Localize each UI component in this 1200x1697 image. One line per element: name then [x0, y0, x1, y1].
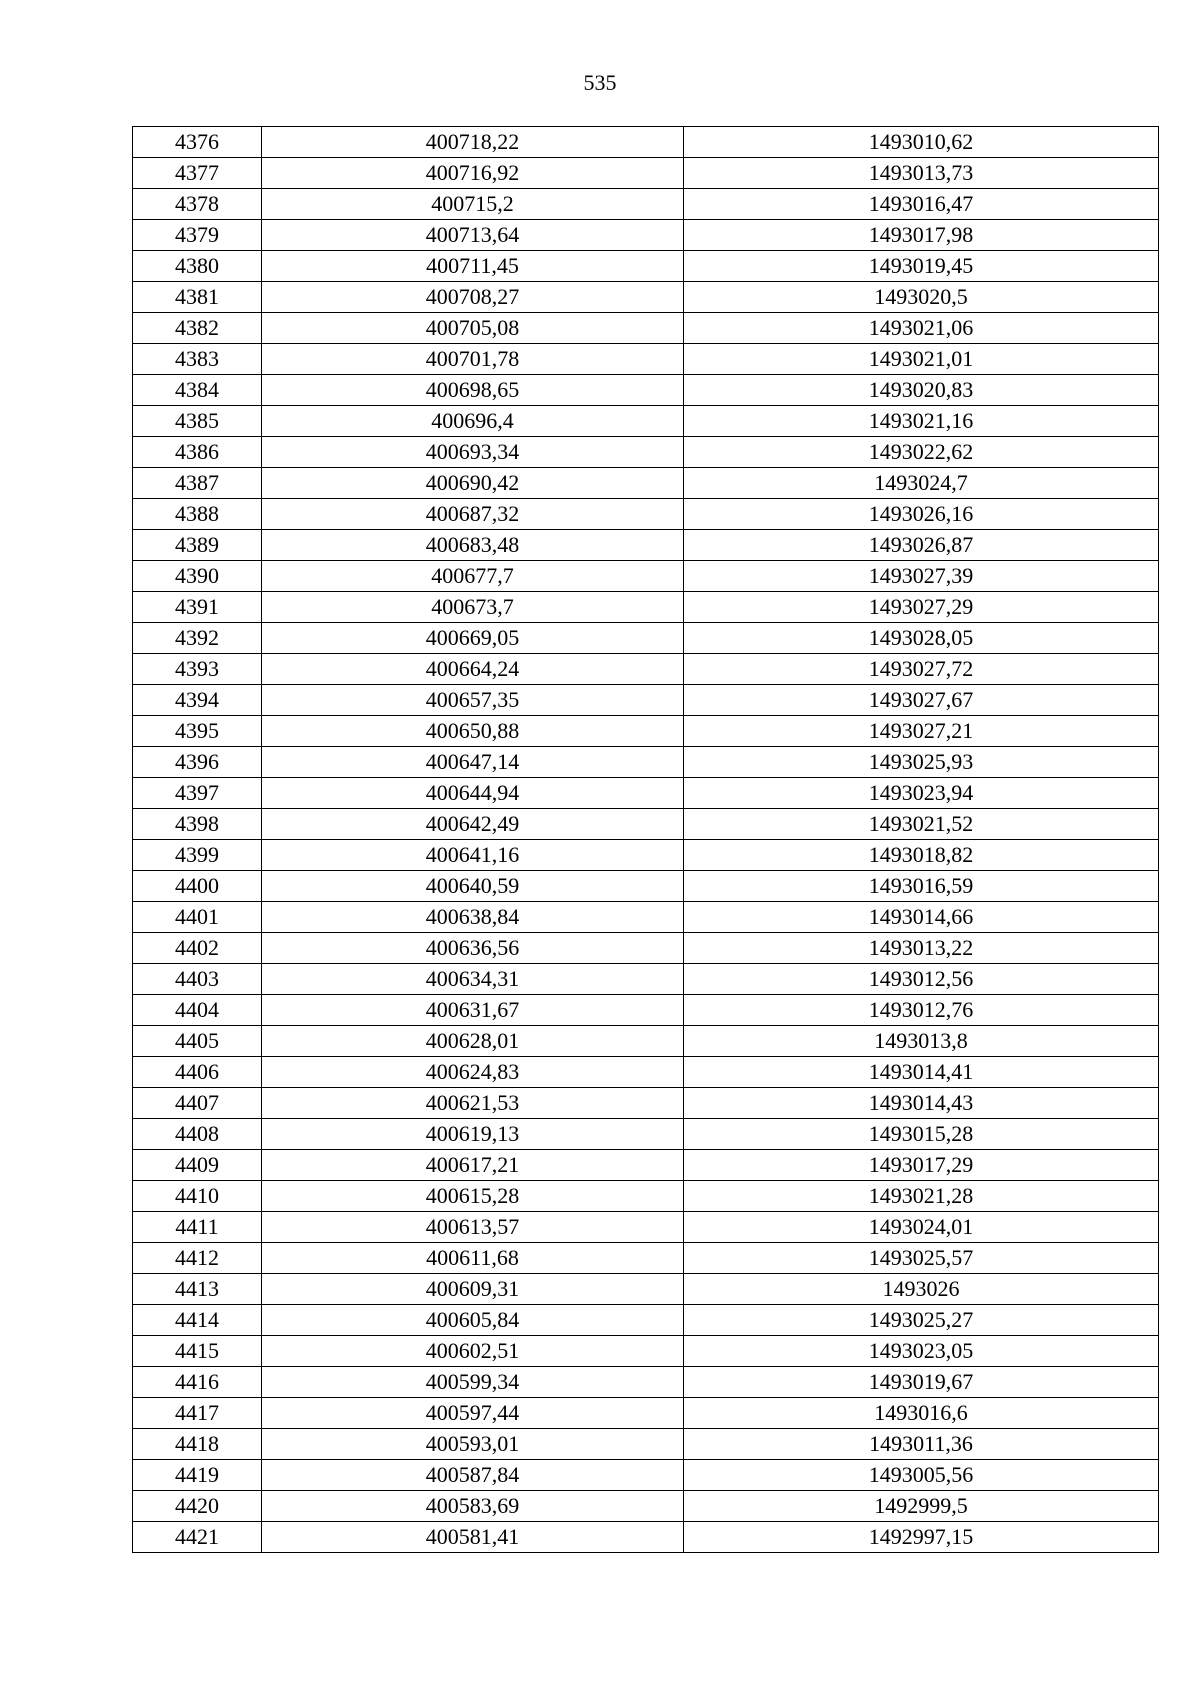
y-coordinate-cell: 1493027,72 [684, 654, 1159, 685]
x-coordinate-cell: 400631,67 [262, 995, 684, 1026]
y-coordinate-cell: 1493023,05 [684, 1336, 1159, 1367]
point-number-cell: 4398 [133, 809, 262, 840]
y-coordinate-cell: 1493026,87 [684, 530, 1159, 561]
table-row [133, 127, 1159, 158]
x-coordinate-cell: 400701,78 [262, 344, 684, 375]
table-row [133, 220, 1159, 251]
x-coordinate-cell: 400705,08 [262, 313, 684, 344]
y-coordinate-cell: 1493017,29 [684, 1150, 1159, 1181]
x-coordinate-cell: 400708,27 [262, 282, 684, 313]
x-coordinate-cell: 400644,94 [262, 778, 684, 809]
y-coordinate-cell: 1493010,62 [684, 127, 1159, 158]
point-number-cell: 4385 [133, 406, 262, 437]
y-coordinate-cell: 1493027,29 [684, 592, 1159, 623]
x-coordinate-cell: 400693,34 [262, 437, 684, 468]
point-number-cell: 4417 [133, 1398, 262, 1429]
table-row [133, 313, 1159, 344]
x-coordinate-cell: 400613,57 [262, 1212, 684, 1243]
table-row [133, 778, 1159, 809]
point-number-cell: 4404 [133, 995, 262, 1026]
table-row [133, 1460, 1159, 1491]
point-number-cell: 4380 [133, 251, 262, 282]
x-coordinate-cell: 400597,44 [262, 1398, 684, 1429]
point-number-cell: 4387 [133, 468, 262, 499]
y-coordinate-cell: 1493005,56 [684, 1460, 1159, 1491]
point-number-cell: 4421 [133, 1522, 262, 1553]
point-number-cell: 4389 [133, 530, 262, 561]
point-number-cell: 4384 [133, 375, 262, 406]
table-row [133, 468, 1159, 499]
y-coordinate-cell: 1493027,21 [684, 716, 1159, 747]
y-coordinate-cell: 1493014,43 [684, 1088, 1159, 1119]
y-coordinate-cell: 1493013,22 [684, 933, 1159, 964]
table-row [133, 1243, 1159, 1274]
point-number-cell: 4410 [133, 1181, 262, 1212]
table-row [133, 1274, 1159, 1305]
x-coordinate-cell: 400593,01 [262, 1429, 684, 1460]
point-number-cell: 4376 [133, 127, 262, 158]
x-coordinate-cell: 400636,56 [262, 933, 684, 964]
table-row [133, 747, 1159, 778]
y-coordinate-cell: 1493016,6 [684, 1398, 1159, 1429]
page-number: 535 [583, 70, 617, 95]
x-coordinate-cell: 400642,49 [262, 809, 684, 840]
table-row [133, 1491, 1159, 1522]
table-row [133, 530, 1159, 561]
x-coordinate-cell: 400628,01 [262, 1026, 684, 1057]
y-coordinate-cell: 1493012,76 [684, 995, 1159, 1026]
y-coordinate-cell: 1493014,41 [684, 1057, 1159, 1088]
point-number-cell: 4412 [133, 1243, 262, 1274]
y-coordinate-cell: 1493025,57 [684, 1243, 1159, 1274]
table-row [133, 623, 1159, 654]
table-row [133, 654, 1159, 685]
point-number-cell: 4419 [133, 1460, 262, 1491]
x-coordinate-cell: 400634,31 [262, 964, 684, 995]
point-number-cell: 4397 [133, 778, 262, 809]
x-coordinate-cell: 400609,31 [262, 1274, 684, 1305]
y-coordinate-cell: 1493025,27 [684, 1305, 1159, 1336]
table-row [133, 375, 1159, 406]
point-number-cell: 4411 [133, 1212, 262, 1243]
y-coordinate-cell: 1493016,47 [684, 189, 1159, 220]
table-row [133, 902, 1159, 933]
point-number-cell: 4383 [133, 344, 262, 375]
point-number-cell: 4407 [133, 1088, 262, 1119]
point-number-cell: 4402 [133, 933, 262, 964]
y-coordinate-cell: 1493027,39 [684, 561, 1159, 592]
y-coordinate-cell: 1493024,7 [684, 468, 1159, 499]
table-row [133, 1367, 1159, 1398]
coordinates-table [132, 126, 1159, 1553]
x-coordinate-cell: 400587,84 [262, 1460, 684, 1491]
y-coordinate-cell: 1493019,45 [684, 251, 1159, 282]
x-coordinate-cell: 400583,69 [262, 1491, 684, 1522]
point-number-cell: 4409 [133, 1150, 262, 1181]
y-coordinate-cell: 1493014,66 [684, 902, 1159, 933]
y-coordinate-cell: 1493020,5 [684, 282, 1159, 313]
x-coordinate-cell: 400718,22 [262, 127, 684, 158]
y-coordinate-cell: 1493015,28 [684, 1119, 1159, 1150]
point-number-cell: 4388 [133, 499, 262, 530]
table-row [133, 1336, 1159, 1367]
table-row [133, 189, 1159, 220]
table-row [133, 871, 1159, 902]
y-coordinate-cell: 1493023,94 [684, 778, 1159, 809]
y-coordinate-cell: 1493026,16 [684, 499, 1159, 530]
x-coordinate-cell: 400647,14 [262, 747, 684, 778]
x-coordinate-cell: 400713,64 [262, 220, 684, 251]
x-coordinate-cell: 400657,35 [262, 685, 684, 716]
y-coordinate-cell: 1493025,93 [684, 747, 1159, 778]
y-coordinate-cell: 1493021,06 [684, 313, 1159, 344]
point-number-cell: 4391 [133, 592, 262, 623]
point-number-cell: 4406 [133, 1057, 262, 1088]
x-coordinate-cell: 400581,41 [262, 1522, 684, 1553]
coordinates-table-body [133, 127, 1159, 1553]
y-coordinate-cell: 1493013,73 [684, 158, 1159, 189]
y-coordinate-cell: 1493011,36 [684, 1429, 1159, 1460]
point-number-cell: 4399 [133, 840, 262, 871]
y-coordinate-cell: 1493021,28 [684, 1181, 1159, 1212]
point-number-cell: 4386 [133, 437, 262, 468]
y-coordinate-cell: 1493028,05 [684, 623, 1159, 654]
y-coordinate-cell: 1493026 [684, 1274, 1159, 1305]
table-row [133, 437, 1159, 468]
table-row [133, 685, 1159, 716]
x-coordinate-cell: 400687,32 [262, 499, 684, 530]
point-number-cell: 4396 [133, 747, 262, 778]
x-coordinate-cell: 400673,7 [262, 592, 684, 623]
x-coordinate-cell: 400621,53 [262, 1088, 684, 1119]
table-row [133, 840, 1159, 871]
point-number-cell: 4418 [133, 1429, 262, 1460]
table-row [133, 592, 1159, 623]
x-coordinate-cell: 400640,59 [262, 871, 684, 902]
point-number-cell: 4382 [133, 313, 262, 344]
y-coordinate-cell: 1493020,83 [684, 375, 1159, 406]
x-coordinate-cell: 400638,84 [262, 902, 684, 933]
y-coordinate-cell: 1493013,8 [684, 1026, 1159, 1057]
point-number-cell: 4400 [133, 871, 262, 902]
table-row [133, 1305, 1159, 1336]
x-coordinate-cell: 400696,4 [262, 406, 684, 437]
point-number-cell: 4379 [133, 220, 262, 251]
point-number-cell: 4414 [133, 1305, 262, 1336]
x-coordinate-cell: 400683,48 [262, 530, 684, 561]
point-number-cell: 4408 [133, 1119, 262, 1150]
point-number-cell: 4377 [133, 158, 262, 189]
point-number-cell: 4378 [133, 189, 262, 220]
x-coordinate-cell: 400615,28 [262, 1181, 684, 1212]
point-number-cell: 4403 [133, 964, 262, 995]
table-row [133, 499, 1159, 530]
point-number-cell: 4394 [133, 685, 262, 716]
x-coordinate-cell: 400605,84 [262, 1305, 684, 1336]
point-number-cell: 4381 [133, 282, 262, 313]
table-row [133, 1181, 1159, 1212]
point-number-cell: 4415 [133, 1336, 262, 1367]
point-number-cell: 4401 [133, 902, 262, 933]
y-coordinate-cell: 1493022,62 [684, 437, 1159, 468]
table-row [133, 344, 1159, 375]
table-row [133, 1212, 1159, 1243]
x-coordinate-cell: 400669,05 [262, 623, 684, 654]
table-row [133, 995, 1159, 1026]
point-number-cell: 4393 [133, 654, 262, 685]
x-coordinate-cell: 400619,13 [262, 1119, 684, 1150]
table-row [133, 1522, 1159, 1553]
x-coordinate-cell: 400711,45 [262, 251, 684, 282]
table-row [133, 964, 1159, 995]
x-coordinate-cell: 400611,68 [262, 1243, 684, 1274]
x-coordinate-cell: 400650,88 [262, 716, 684, 747]
y-coordinate-cell: 1493012,56 [684, 964, 1159, 995]
y-coordinate-cell: 1493018,82 [684, 840, 1159, 871]
x-coordinate-cell: 400715,2 [262, 189, 684, 220]
x-coordinate-cell: 400698,65 [262, 375, 684, 406]
point-number-cell: 4405 [133, 1026, 262, 1057]
table-row [133, 1398, 1159, 1429]
y-coordinate-cell: 1493027,67 [684, 685, 1159, 716]
y-coordinate-cell: 1492997,15 [684, 1522, 1159, 1553]
point-number-cell: 4392 [133, 623, 262, 654]
y-coordinate-cell: 1493024,01 [684, 1212, 1159, 1243]
table-row [133, 1088, 1159, 1119]
y-coordinate-cell: 1493019,67 [684, 1367, 1159, 1398]
table-row [133, 158, 1159, 189]
table-row [133, 716, 1159, 747]
y-coordinate-cell: 1493021,52 [684, 809, 1159, 840]
x-coordinate-cell: 400617,21 [262, 1150, 684, 1181]
table-row [133, 561, 1159, 592]
x-coordinate-cell: 400716,92 [262, 158, 684, 189]
x-coordinate-cell: 400599,34 [262, 1367, 684, 1398]
x-coordinate-cell: 400677,7 [262, 561, 684, 592]
y-coordinate-cell: 1493021,01 [684, 344, 1159, 375]
table-row [133, 809, 1159, 840]
x-coordinate-cell: 400624,83 [262, 1057, 684, 1088]
table-row [133, 251, 1159, 282]
y-coordinate-cell: 1493016,59 [684, 871, 1159, 902]
point-number-cell: 4390 [133, 561, 262, 592]
table-row [133, 933, 1159, 964]
y-coordinate-cell: 1493021,16 [684, 406, 1159, 437]
table-row [133, 1429, 1159, 1460]
table-row [133, 1150, 1159, 1181]
point-number-cell: 4420 [133, 1491, 262, 1522]
point-number-cell: 4395 [133, 716, 262, 747]
table-row [133, 282, 1159, 313]
x-coordinate-cell: 400690,42 [262, 468, 684, 499]
x-coordinate-cell: 400641,16 [262, 840, 684, 871]
table-row [133, 1119, 1159, 1150]
table-row [133, 1026, 1159, 1057]
y-coordinate-cell: 1493017,98 [684, 220, 1159, 251]
point-number-cell: 4416 [133, 1367, 262, 1398]
x-coordinate-cell: 400602,51 [262, 1336, 684, 1367]
y-coordinate-cell: 1492999,5 [684, 1491, 1159, 1522]
x-coordinate-cell: 400664,24 [262, 654, 684, 685]
table-row [133, 406, 1159, 437]
point-number-cell: 4413 [133, 1274, 262, 1305]
table-row [133, 1057, 1159, 1088]
